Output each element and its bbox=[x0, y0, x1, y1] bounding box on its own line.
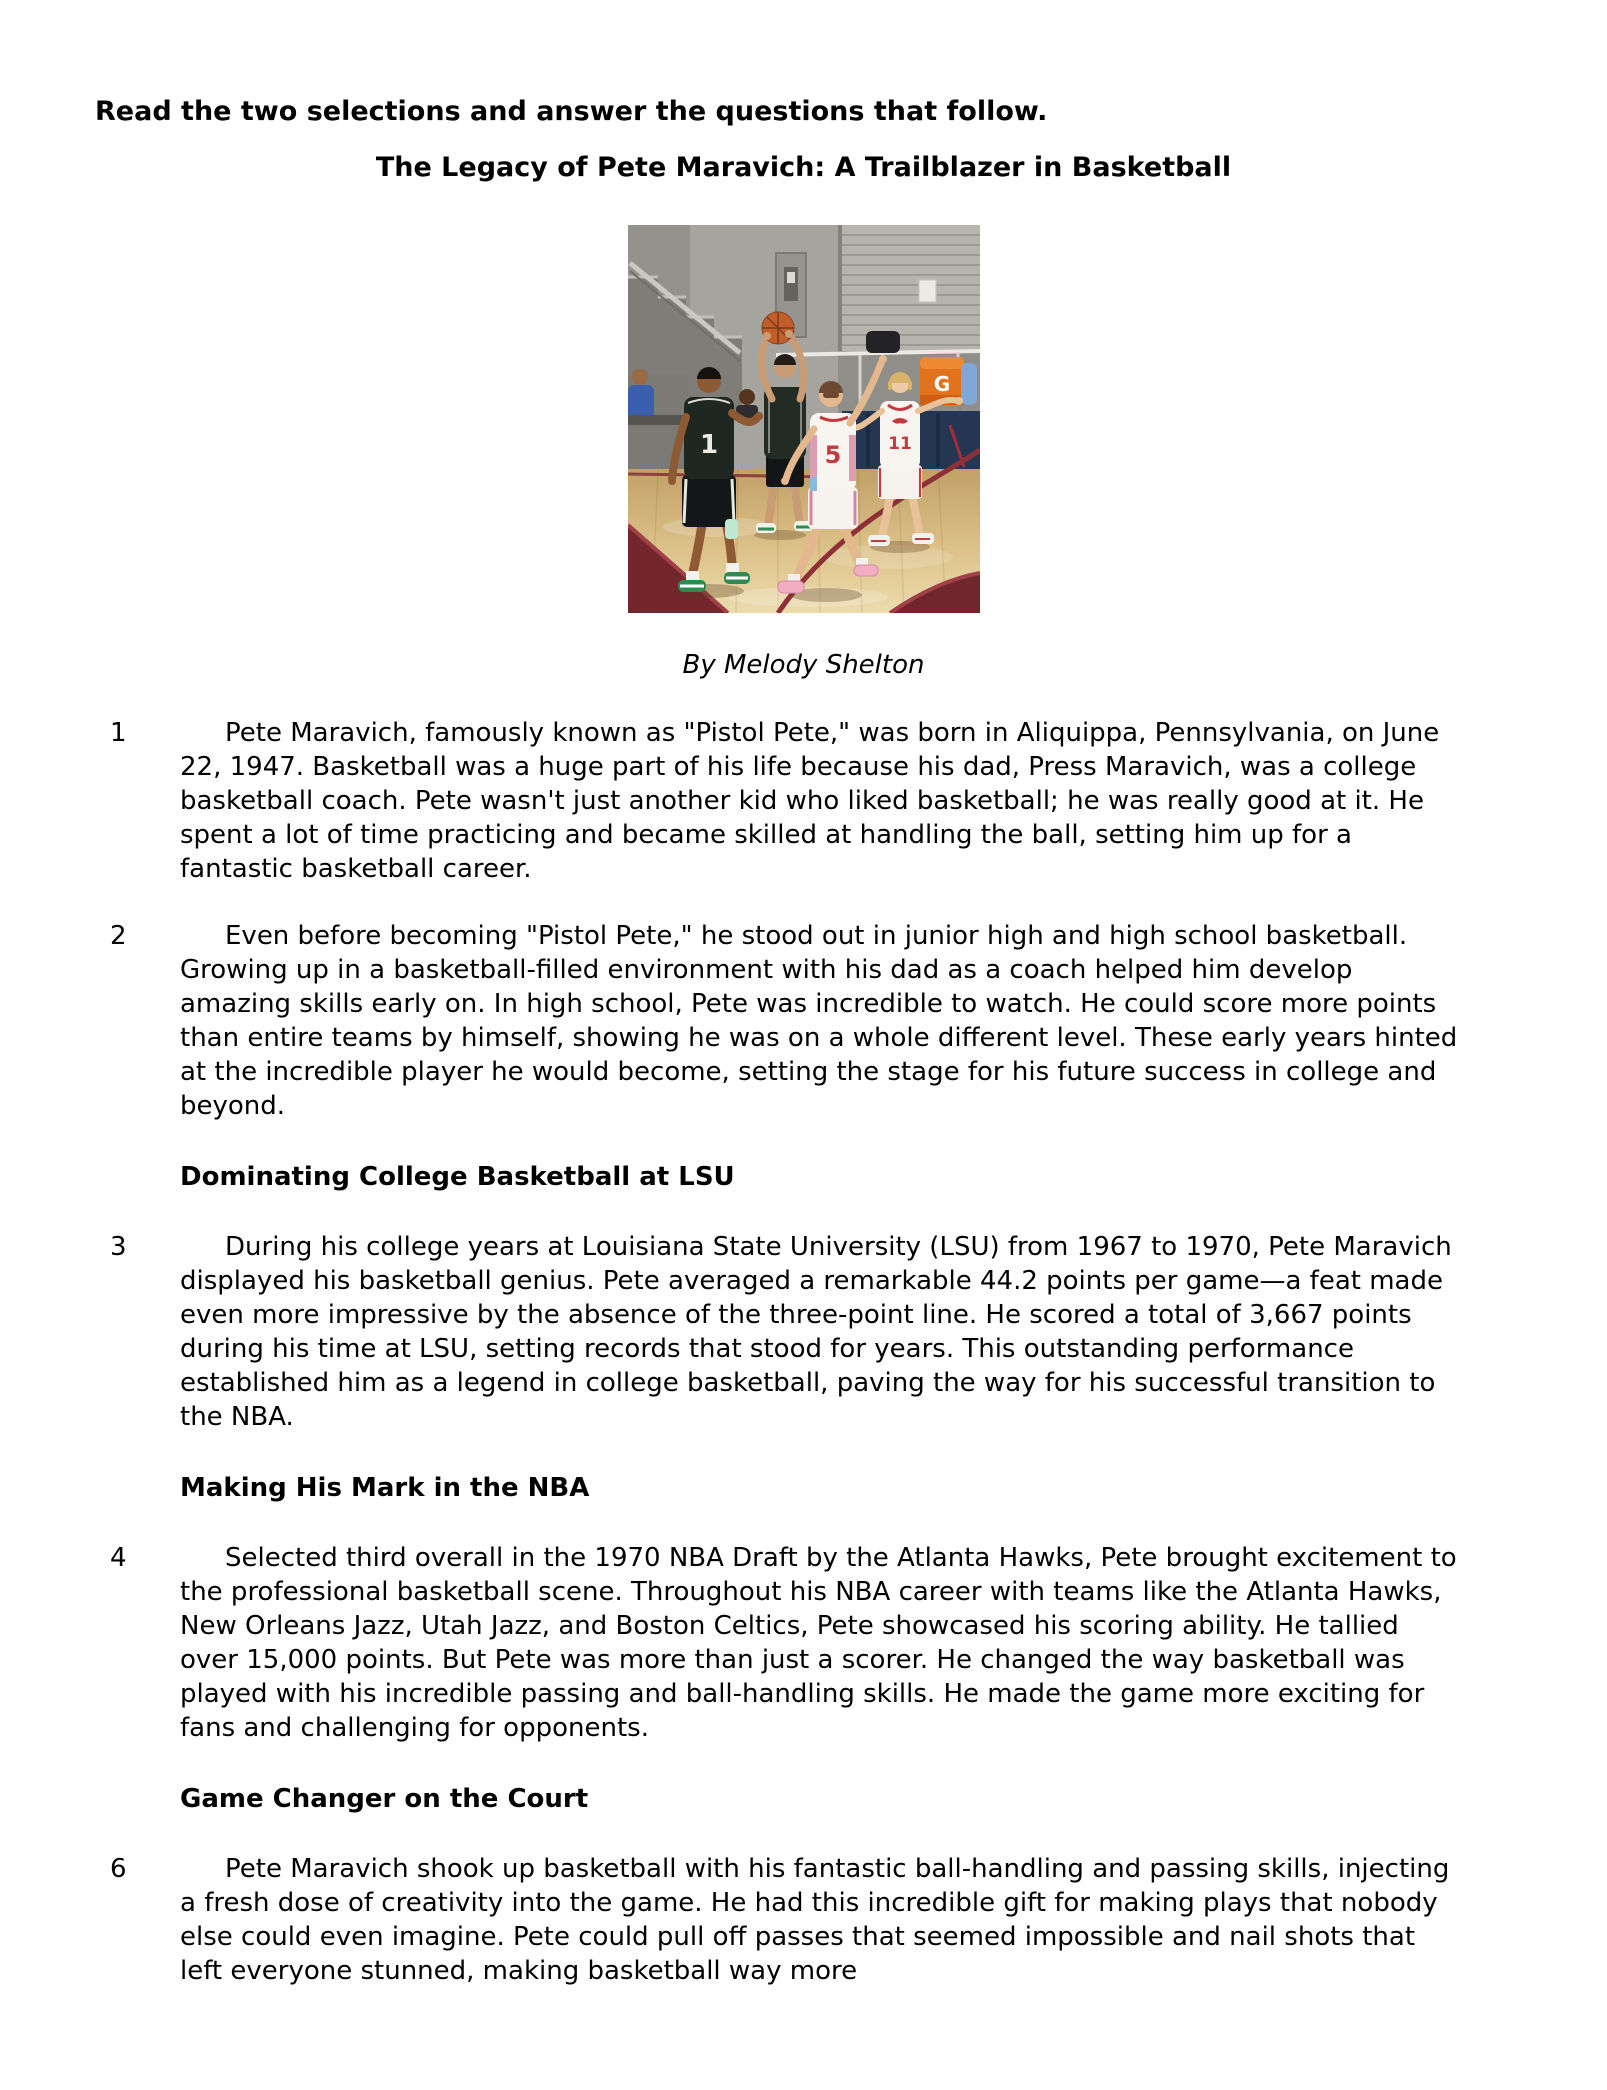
jersey-number-5: 5 bbox=[824, 441, 842, 469]
section-heading: Game Changer on the Court bbox=[180, 1784, 589, 1814]
paragraph-text: Pete Maravich, famously known as "Pistol Pete," was born in Aliquippa, Pennsylvania, on June 22, 1947. Basketball was a huge part of his life because his dad, Press Maravich, was a college basketball coach. Pete wasn't just another kid who liked basketball; he was really good at it. He spent a lot of time practicing and became skilled at handling the ball, setting him up for a fantastic basketball career. bbox=[180, 718, 1440, 884]
section-heading: Dominating College Basketball at LSU bbox=[180, 1162, 735, 1192]
jersey-number-11: 11 bbox=[888, 434, 912, 454]
paragraph-number: 3 bbox=[110, 1232, 127, 1262]
instruction-text: Read the two selections and answer the questions that follow. bbox=[95, 96, 1048, 127]
basketball-game-photo bbox=[628, 225, 980, 613]
byline: By Melody Shelton bbox=[682, 650, 925, 680]
basketball-game-illustration bbox=[628, 225, 980, 613]
paragraph-number: 1 bbox=[110, 718, 127, 748]
paragraph-text: Selected third overall in the 1970 NBA Draft by the Atlanta Hawks, Pete brought excitement to the professional basketball scene. Throughout his NBA career with teams like the Atlanta Hawks, New Orleans Jazz, Utah Jazz, and Boston Celtics, Pete showcased his scoring ability. He tallied over 15,000 points. But Pete was more than just a scorer. He changed the way basketball was played with his incredible passing and ball-handling skills. He made the game more exciting for fans and challenging for opponents. bbox=[180, 1543, 1457, 1743]
section-heading: Making His Mark in the NBA bbox=[180, 1473, 590, 1503]
rollup-door bbox=[840, 225, 980, 351]
paragraph-text: During his college years at Louisiana State University (LSU) from 1967 to 1970, Pete Maravich displayed his basketball genius. Pete averaged a remarkable 44.2 points per game—a feat made even more impressive by the absence of the three-point line. He scored a total of 3,667 points during his time at LSU, setting records that stood for years. This outstanding performance established him as a legend in college basketball, paving the way for his successful transition to the NBA. bbox=[180, 1232, 1452, 1432]
paragraph bbox=[110, 1541, 1465, 1745]
paragraph-text: Even before becoming "Pistol Pete," he stood out in junior high and high school basketball. Growing up in a basketball-filled environment with his dad as a coach helped him develop amazing skills early on. In high school, Pete was incredible to watch. He could score more points than entire teams by himself, showing he was on a whole different level. These early years hinted at the incredible player he would become, setting the stage for his future success in college and beyond. bbox=[180, 921, 1458, 1121]
paragraph bbox=[110, 1230, 1465, 1434]
paragraph bbox=[110, 1852, 1465, 1988]
paragraph bbox=[110, 716, 1465, 886]
jersey-number-1: 1 bbox=[699, 430, 719, 460]
bag bbox=[866, 331, 900, 353]
paragraph-number: 6 bbox=[110, 1854, 127, 1884]
article-title: The Legacy of Pete Maravich: A Trailblazer in Basketball bbox=[375, 152, 1232, 183]
paragraph bbox=[110, 919, 1465, 1123]
paragraph-number: 2 bbox=[110, 921, 127, 951]
towel bbox=[961, 363, 977, 405]
paragraph-text: Pete Maravich shook up basketball with his fantastic ball-handling and passing skills, injecting a fresh dose of creativity into the game. He had this incredible gift for making plays that nobody else could even imagine. Pete could pull off passes that seemed impossible and nail shots that left everyone stunned, making basketball way more bbox=[180, 1854, 1450, 1986]
cooler-logo-letter: G bbox=[933, 372, 951, 396]
paragraph-number: 4 bbox=[110, 1543, 127, 1573]
article-body bbox=[110, 716, 1465, 2021]
